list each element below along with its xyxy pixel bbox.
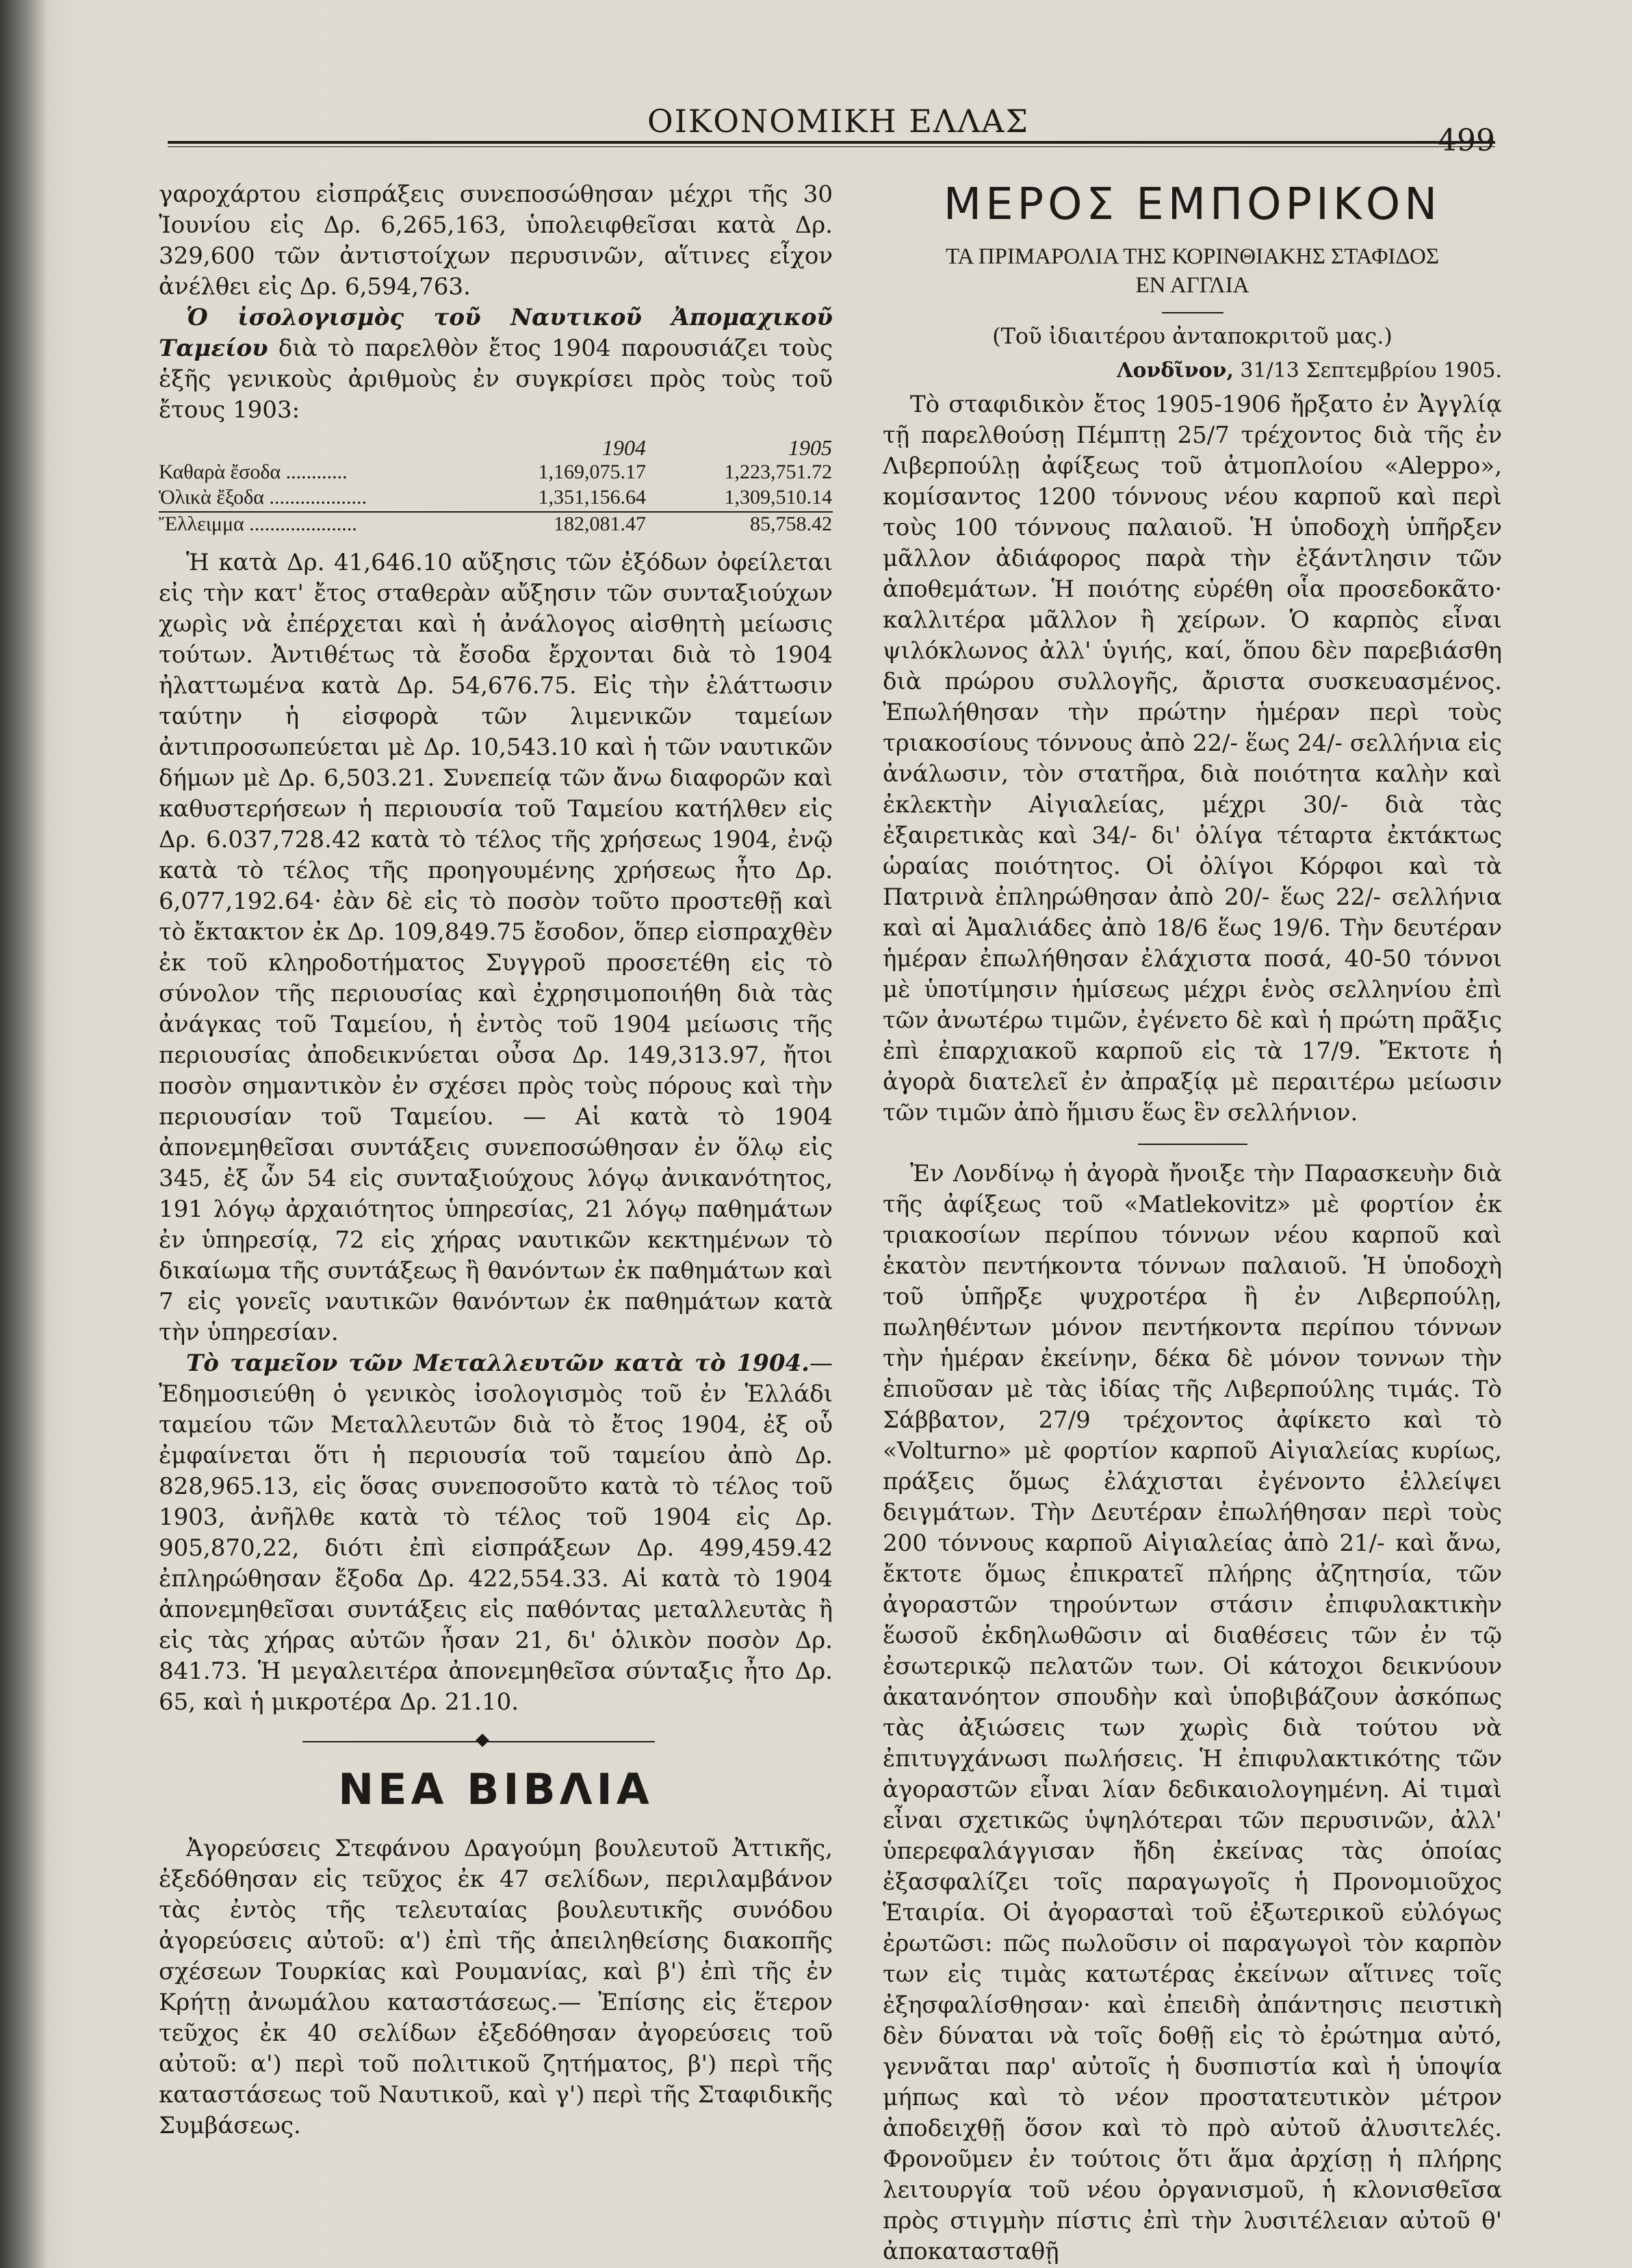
row-value-a: 1,351,156.64 [538, 486, 646, 508]
article-title-line-1: ΤΑ ΠΡΙΜΑΡΟΛΙΑ ΤΗΣ ΚΟΡΙΝΘΙΑΚΗΣ ΣΤΑΦΙΔΟΣ [945, 244, 1440, 269]
title-rule [1162, 312, 1223, 313]
dateline [883, 359, 1502, 383]
right-paragraph-2: Ἐν Λονδίνῳ ἡ ἀγορὰ ἤνοιξε τὴν Παρασκευὴν διὰ τῆς ἀφίξεως τοῦ «Matlekovitz» μὲ φορτίον ἐκ τριακοσίων περίπου τόννων νέου καρποῦ καὶ ἑκατὸν πεντήκοντα τόννων παλαιοῦ. Ἡ ὑποδοχὴ τοῦ ὑπῆρξε ψυχροτέρα ἢ ἐν Λιβερπούλῃ, πωληθέντων μόνον πεντήκοντα περίπου τόννων τὴν ἡμέραν ἐκείνην, δέκα δὲ μόνον τοννων τὴν ἐπιοῦσαν μὲ τὰς ἰδίας τῆς Λιβερπούλης τιμάς. Τὸ Σάββατον, 27/9 τρέχοντος ἀφίκετο καὶ τὸ «Volturno» μὲ φορτίον καρποῦ Αἰγιαλείας κυρίως, πράξεις ὅμως ἐλάχισται ἐγένοντο ἐλλείψει δειγμάτων. Τὴν Δευτέραν ἐπωλήθησαν περὶ τοὺς 200 τόννους καρποῦ Αἰγιαλείας ἀπὸ 21/- καὶ ἄνω, ἔκτοτε ὅμως ἐπικρατεῖ πλήρης ἀζητησία, τῶν ἀγοραστῶν τηρούντων στάσιν ἐπιφυλακτικὴν ἕωσοῦ ἐκδηλωθῶσιν αἱ διαθέσεις τῶν ἐν τῷ ἐσωτερικῷ πελατῶν των. Οἱ κάτοχοι δεικνύουν ἀκατανόητον σπουδὴν καὶ ὑποβιβάζουν ἀσκόπως τὰς ἀξιώσεις των χωρὶς διὰ τούτου νὰ ἐπιτυγχάνωσι πωλήσεις. Ἡ ἐπιφυλακτικότης τῶν ἀγοραστῶν εἶναι λίαν δεδικαιολογημένη. Αἱ τιμαὶ εἶναι σχετικῶς ὑψηλότεραι τῶν περυσινῶν, ἀλλ' ὑπερεφαλάγγισαν ἤδη ἐκείνας τὰς ὁποίας ἐξασφαλίζει τοῖς παραγωγοῖς ἡ Προνομιοῦχος Ἑταιρία. Οἱ ἀγορασταὶ τοῦ ἐξωτερικοῦ εὐλόγως ἐρωτῶσι: πῶς πωλοῦσιν οἱ παραγωγοὶ τὸν καρπὸν των εἰς τιμὰς κατωτέρας ἐκείνων αἵτινες τοῖς ἐξησφαλίσθησαν· καὶ ἐπειδὴ ἀπάντησις πειστικὴ δὲν δύναται νὰ τοῖς δοθῇ εἰς τὸ ἐρώτημα αὐτό, γεννᾶται παρ' αὐτοῖς ἡ δυσπιστία καὶ ἡ ὑποψία μήπως καὶ τὸ νέον προστατευτικὸν μέτρον ἀποδειχθῇ ὅσον καὶ τὸ πρὸ αὐτοῦ ἀλυσιτελές. Φρονοῦμεν ἐν τούτοις ὅτι ἅμα ἀρχίσῃ ἡ πλήρης λειτουργία τοῦ νέου ὀργανισμοῦ, ἡ κλονισθεῖσα πρὸς στιγμὴν πίστις ἐπὶ τὴν λυσιτέλειαν αὐτοῦ θ' ἀποκατασταθῇ [883, 1160, 1502, 2265]
left-paragraph-2 [159, 302, 833, 426]
left-column [159, 179, 833, 2141]
table-row [159, 486, 833, 511]
row-label: Καθαρὰ ἔσοδα ............ [159, 461, 348, 483]
table-header-row [159, 435, 833, 461]
left-paragraph-5: Ἀγορεύσεις Στεφάνου Δραγούμη βουλευτοῦ Ἀττικῆς, ἐξεδόθησαν εἰς τεῦχος ἐκ 47 σελίδων, περιλαμβάνον τὰς ἐντὸς τῆς τελευταίας βουλευτικῆς συνόδου ἀγορεύσεις αὐτοῦ: α') ἐπὶ τῆς ἀπειληθείσης διακοπῆς σχέσεων Τουρκίας καὶ Ρουμανίας, καὶ β') ἐπὶ τῆς ἐν Κρήτῃ ἀνωμάλου καταστάσεως.— Ἐπίσης εἰς ἕτερον τεῦχος ἐκ 40 σελίδων ἐξεδόθησαν ἀγορεύσεις τοῦ αὐτοῦ: α') περὶ τοῦ πολιτικοῦ ζητήματος, β') περὶ τῆς καταστάσεως τοῦ Ναυτικοῦ, καὶ γ') περὶ τῆς Σταφιδικῆς Συμβάσεως. [159, 1835, 833, 2139]
dateline-date: 31/13 Σεπτεμβρίου 1905. [1233, 359, 1502, 383]
deficit-label: Ἔλλειμμα ..................... [159, 513, 357, 535]
naval-fund-lead: Ὁ ἰσολογισμὸς τοῦ Ναυτικοῦ Ἀπομαχικοῦ Ταμείου [159, 304, 833, 362]
row-value-a: 1,169,075.17 [538, 461, 646, 483]
article-title-line-2: ΕΝ ΑΓΓΛΙΑ [1135, 273, 1249, 298]
left-paragraph-3: Ἡ κατὰ Δρ. 41,646.10 αὔξησις τῶν ἐξόδων ὀφείλεται εἰς τὴν κατ' ἔτος σταθερὰν αὔξησιν τῶν συνταξιούχων χωρὶς νὰ ἐπέρχεται καὶ ἡ ἀνάλογος αἰσθητὴ μείωσις τούτων. Ἀντιθέτως τὰ ἔσοδα ἔρχονται διὰ τὸ 1904 ἠλαττωμένα κατὰ Δρ. 54,676.75. Εἰς τὴν ἐλάττωσιν ταύτην ἡ εἰσφορὰ τῶν λιμενικῶν ταμείων ἀντιπροσωπεύεται μὲ Δρ. 10,543.10 καὶ ἡ τῶν ναυτικῶν δήμων μὲ Δρ. 6,503.21. Συνεπείᾳ τῶν ἄνω διαφορῶν καὶ καθυστερήσεων ἡ περιουσία τοῦ Ταμείου κατήλθεν εἰς Δρ. 6.037,728.42 κατὰ τὸ τέλος τῆς χρήσεως 1904, ἐνῷ κατὰ τὸ τέλος τῆς προηγουμένης χρήσεως ἦτο Δρ. 6,077,192.64· ἐὰν δὲ εἰς τὸ ποσὸν τοῦτο προστεθῇ καὶ τὸ ἔκτακτον ἐκ Δρ. 109,849.75 ἔσοδον, ὅπερ εἰσπραχθὲν ἐκ τοῦ κληροδοτήματος Συγγροῦ προσετέθη εἰς τὸ σύνολον τῆς περιουσίας καὶ ἐχρησιμοποιήθη διὰ τὰς ἀνάγκας τοῦ Ταμείου, ἡ ἐντὸς τοῦ 1904 μείωσις τῆς περιουσίας ἀποδεικνύεται οὖσα Δρ. 149,313.97, ἤτοι ποσὸν σημαντικὸν ἐν σχέσει πρὸς τοὺς πόρους καὶ τὴν περιουσίαν τοῦ Ταμείου. — Αἱ κατὰ τὸ 1904 ἀπονεμηθεῖσαι συντάξεις συνεποσώθησαν ἐν ὅλῳ εἰς 345, ἐξ ὧν 54 εἰς συνταξιούχους λόγῳ ἀνικανότητος, 191 λόγῳ ἀρχαιότητος ὑπηρεσίας, 21 λόγῳ παθημάτων ἐν ὑπηρεσίᾳ, 72 εἰς χήρας ναυτικῶν κεκτημένων τὸ δικαίωμα τῆς συντάξεως ἢ θανόντων ἐκ παθημάτων καὶ 7 εἰς γονεῖς ναυτικῶν θανόντων ἐκ παθημάτων κατὰ τὴν ὑπηρεσίαν. [159, 549, 833, 1346]
miners-fund-text: — Ἐδημοσιεύθη ὁ γενικὸς ἰσολογισμὸς τοῦ ἐν Ἑλλάδι ταμείου τῶν Μεταλλευτῶν διὰ τὸ ἔτος 1904, ἐξ οὗ ἐμφαίνεται ὅτι ἡ περιουσία τοῦ ταμείου ἀπὸ Δρ. 828,965.13, εἰς ὅσας συνεποσοῦτο κατὰ τὸ τέλος τοῦ 1903, ἀνῆλθε κατὰ τὸ τέλος τοῦ 1904 εἰς Δρ. 905,870,22, διότι ἐπὶ εἰσπράξεων Δρ. 499,459.42 ἐπληρώθησαν ἔξοδα Δρ. 422,554.33. Αἱ κατὰ τὸ 1904 ἀπονεμηθεῖσαι συντάξεις εἰς παθόντας μεταλλευτὰς ἢ εἰς τὰς χήρας αὐτῶν ἦσαν 21, δι' ὁλικὸν ποσὸν Δρ. 841.73. Ἡ μεγαλειτέρα ἀπονεμηθεῖσα σύνταξις ἦτο Δρ. 65, καὶ ἡ μικροτέρα Δρ. 21.10. [159, 1350, 833, 1716]
year-b: 1905 [788, 435, 832, 460]
row-label: Ὁλικὰ ἔξοδα ................... [159, 486, 367, 508]
table-row [159, 461, 833, 486]
dateline-place: Λονδῖνον, [1117, 359, 1234, 383]
running-title: ΟΙΚΟΝΟΜΙΚΗ ΕΛΛΑΣ [647, 103, 1030, 140]
paragraph-rule [1138, 1144, 1247, 1145]
left-paragraph-4 [159, 1348, 833, 1718]
correspondent-byline: (Τοῦ ἰδιαιτέρου ἀνταποκριτοῦ μας.) [992, 323, 1393, 349]
row-value-b: 1,223,751.72 [724, 461, 832, 483]
naval-fund-text: διὰ τὸ παρελθὸν ἔτος 1904 παρουσιάζει τοὺς ἑξῆς γενικοὺς ἀριθμοὺς ἐν συγκρίσει πρὸς τοὺς τοῦ ἔτους 1903: [159, 335, 833, 424]
year-a: 1904 [602, 435, 646, 460]
commercial-section-heading: ΜΕΡΟΣ ΕΜΠΟΡΙΚΟΝ [943, 179, 1442, 230]
diamond-ornament-icon [476, 1734, 489, 1747]
deficit-value-a: 182,081.47 [554, 513, 646, 535]
left-paragraph-1: γαροχάρτου εἰσπράξεις συνεποσώθησαν μέχρι τῆς 30 Ἰουνίου εἰς Δρ. 6,265,163, ὑπολειφθεῖσαι κατὰ Δρ. 329,600 τῶν ἀντιστοίχων περυσινῶν, αἵτινες εἶχον ἀνέλθει εἰς Δρ. 6,594,763. [159, 181, 833, 300]
right-column [883, 179, 1502, 2267]
balance-table [159, 435, 833, 538]
section-divider [159, 1727, 833, 1755]
right-paragraph-1: Τὸ σταφιδικὸν ἔτος 1905-1906 ἤρξατο ἐν Ἀγγλίᾳ τῇ παρελθούσῃ Πέμπτῃ 25/7 τρέχοντος διὰ τῆς ἐν Λιβερπούλῃ ἀφίξεως τοῦ ἀτμοπλοίου «Aleppo», κομίσαντος 1200 τόννους νέου καρποῦ καὶ περὶ τοὺς 100 τόννους παλαιοῦ. Ἡ ὑποδοχὴ ὑπῆρξεν μᾶλλον ἀδιάφορος παρὰ τὴν ἐξάντλησιν τῶν ἀποθεμάτων. Ἡ ποιότης εὑρέθη οἷα προσεδοκᾶτο· καλλιτέρα μᾶλλον ἢ χείρων. Ὁ καρπὸς εἶναι ψιλόκλωνος ἀλλ' ὑγιής, καί, ὅπου δὲν παρεβιάσθη διὰ πρώρου συλλογῆς, ἄριστα συσκευασμένος. Ἐπωλήθησαν τὴν πρώτην ἡμέραν περὶ τοὺς τριακοσίους τόννους ἀπὸ 22/- ἕως 24/- σελλήνια εἰς ἀνάλωσιν, τὸν στατῆρα, διὰ ποιότητα καλὴν καὶ ἐκλεκτὴν Αἰγιαλείας, μέχρι 30/- διὰ τὰς ἐξαιρετικὰς καὶ 34/- δι' ὀλίγα τέταρτα ἐκτάκτως ὡραίας ποιότητος. Οἱ ὀλίγοι Κόρφοι καὶ τὰ Πατρινὰ ἐπληρώθησαν ἀπὸ 20/- ἕως 22/- σελλήνια καὶ αἱ Ἀμαλιάδες ἀπὸ 18/6 ἕως 19/6. Τὴν δευτέραν ἡμέραν ἐπωλήθησαν ἐλάχιστα ποσά, 40-50 τόννοι μὲ ὑποτίμησιν ἡμίσεως μέχρι ἑνὸς σελληνίου ἐπὶ τῶν ἀνωτέρω τιμῶν, ἐγένετο δὲ καὶ ἡ πρώτη πρᾶξις ἐπὶ ἐπαρχιακοῦ καρποῦ εἰς τὰ 17/9. Ἔκτοτε ἡ ἀγορὰ διατελεῖ ἐν ἀπραξίᾳ μὲ περαιτέρω μείωσιν τῶν τιμῶν ἀπὸ ἥμισυ ἕως ἓν σελλήνιον. [883, 391, 1502, 1126]
new-books-heading: ΝΕΑ ΒΙΒΛΙΑ [338, 1764, 653, 1814]
page-number: 499 [1438, 123, 1495, 158]
header-rule [168, 141, 1495, 147]
row-value-b: 1,309,510.14 [724, 486, 832, 508]
deficit-value-b: 85,758.42 [750, 513, 832, 535]
deficit-row [159, 511, 833, 538]
miners-fund-lead: Τὸ ταμεῖον τῶν Μεταλλευτῶν κατὰ τὸ 1904. [186, 1350, 809, 1377]
